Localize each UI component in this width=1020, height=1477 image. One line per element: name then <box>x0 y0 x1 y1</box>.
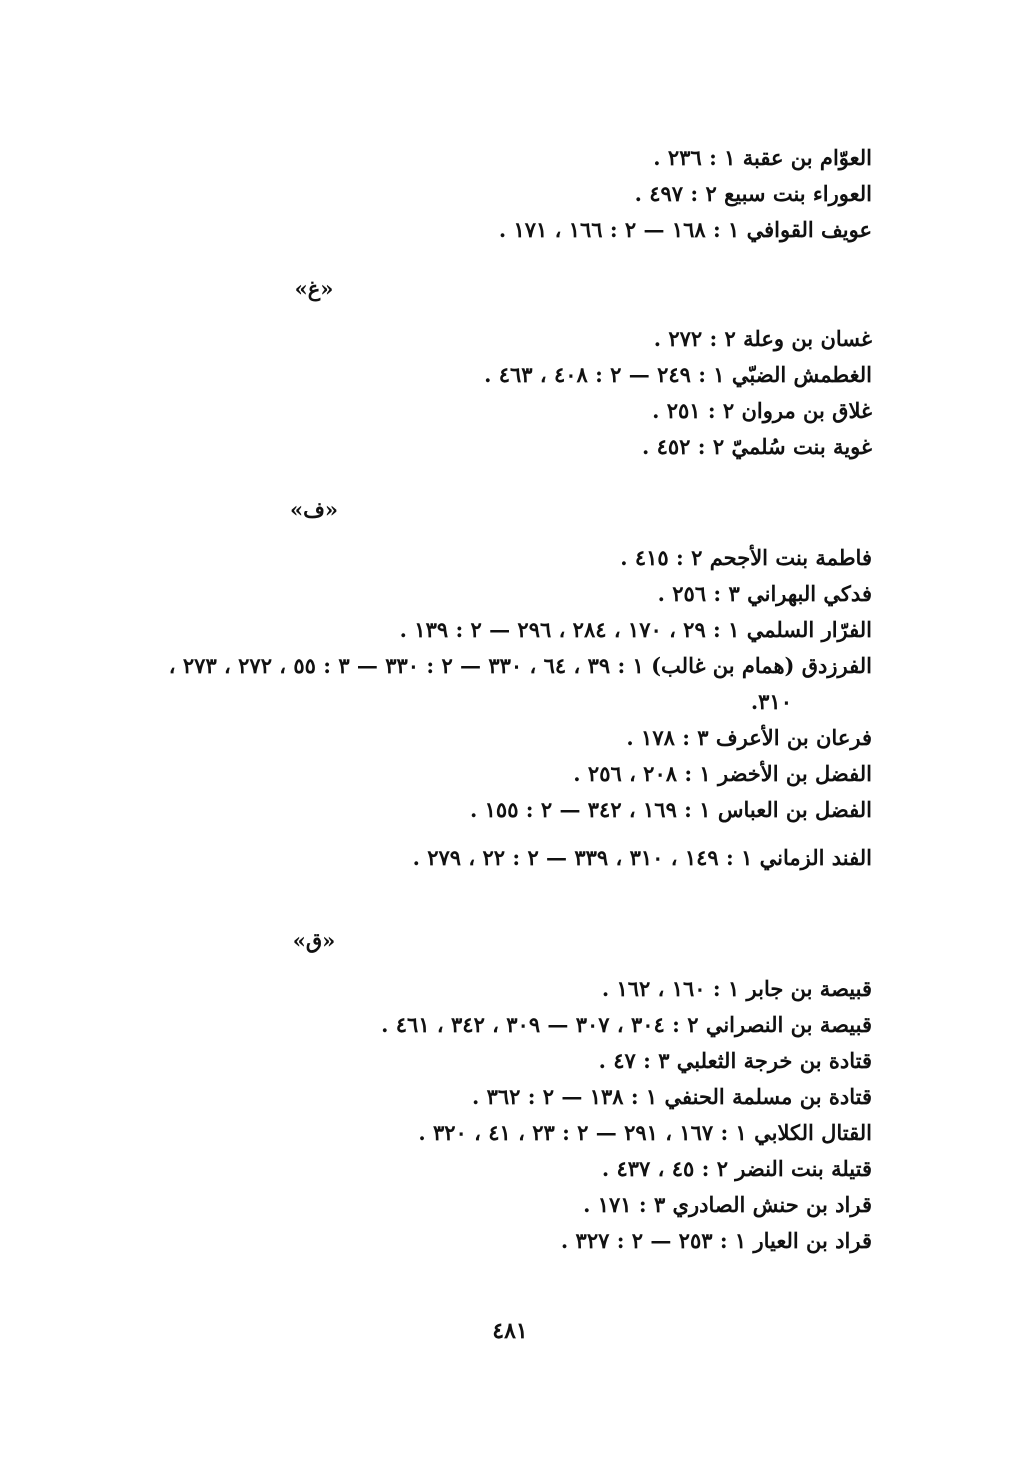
index-entry <box>100 1223 872 1259</box>
section-heading-fa <box>100 497 872 522</box>
entry-refs: ١ : ٢٣٦ . <box>653 145 736 170</box>
entry-refs: ١ : ١٦٧ ، ٢٩١ — ٢ : ٢٣ ، ٤١ ، ٣٢٠ . <box>418 1120 747 1145</box>
entry-refs: ١ : ١٦٩ ، ٣٤٢ — ٢ : ١٥٥ . <box>470 797 711 822</box>
entry-refs: ٢ : ٣٠٤ ، ٣٠٧ — ٣٠٩ ، ٣٤٢ ، ٤٦١ . <box>381 1012 699 1037</box>
entry-refs: ٢ : ٢٥١ . <box>652 398 735 423</box>
index-entry <box>100 357 872 393</box>
entry-name: غلاق بن مروان <box>741 398 872 423</box>
index-entry <box>100 1151 872 1187</box>
index-entry <box>100 720 872 756</box>
entry-refs: ١ : ١٦٨ — ٢ : ١٦٦ ، ١٧١ . <box>498 217 740 242</box>
entry-name: العوراء بنت سبيع <box>724 181 872 206</box>
page-number-label: ٤٨١ <box>492 1318 528 1344</box>
index-entry <box>100 140 872 176</box>
entry-refs: ٣ : ١٧١ . <box>583 1192 666 1217</box>
index-column <box>100 140 872 1259</box>
section-qaf <box>100 971 872 1259</box>
entry-name: فاطمة بنت الأجحم <box>709 545 872 570</box>
index-entry <box>100 393 872 429</box>
entry-refs: ٢ : ٤٥٢ . <box>642 434 725 459</box>
entry-refs: ١ : ٢٩ ، ١٧٠ ، ٢٨٤ ، ٢٩٦ — ٢ : ١٣٩ . <box>399 617 740 642</box>
entry-name: الفرزدق (همام بن غالب) <box>651 653 872 678</box>
index-entry <box>100 576 872 612</box>
index-entry <box>100 429 872 465</box>
index-entry <box>100 1079 872 1115</box>
index-entry <box>100 321 872 357</box>
section-ghain <box>100 321 872 465</box>
section-heading-label: «ق» <box>292 928 336 953</box>
index-entry <box>100 840 872 876</box>
section-heading-label: «غ» <box>294 276 334 301</box>
index-entry <box>100 756 872 792</box>
index-entry <box>100 176 872 212</box>
index-entry <box>100 1043 872 1079</box>
entry-refs: ٣ : ٢٥٦ . <box>657 581 740 606</box>
entry-name: الغطمش الضبّي <box>731 362 872 387</box>
section-heading-ghain <box>100 276 872 301</box>
section-heading-qaf <box>100 928 872 953</box>
index-entry <box>100 792 872 828</box>
entry-refs: ٢ : ٢٧٢ . <box>653 326 736 351</box>
index-entry <box>100 648 872 684</box>
index-entry <box>100 1187 872 1223</box>
entry-refs: ٣١٠. <box>750 689 792 714</box>
index-entry <box>100 540 872 576</box>
entry-refs: ٣ : ١٧٨ . <box>626 725 709 750</box>
index-entry <box>100 1007 872 1043</box>
index-entry <box>100 971 872 1007</box>
entry-name: قتيلة بنت النضر <box>735 1156 872 1181</box>
section-fa <box>100 540 872 876</box>
entry-refs: ١ : ١٤٩ ، ٣١٠ ، ٣٣٩ — ٢ : ٢٢ ، ٢٧٩ . <box>412 845 753 870</box>
index-entry-continuation <box>100 684 872 720</box>
entry-name: قراد بن حنش الصادري <box>672 1192 872 1217</box>
entry-refs: ١ : ٢٥٣ — ٢ : ٣٢٧ . <box>560 1228 747 1253</box>
entry-name: العوّام بن عقبة <box>742 145 872 170</box>
entry-name: قتادة بن خرجة الثعلبي <box>676 1048 872 1073</box>
entry-name: غسان بن وعلة <box>743 326 872 351</box>
index-entry <box>100 212 872 248</box>
entry-refs: ١ : ١٦٠ ، ١٦٢ . <box>601 976 740 1001</box>
entry-name: الفضل بن الأخضر <box>717 761 872 786</box>
entry-refs: ٢ : ٤٩٧ . <box>634 181 717 206</box>
section-heading-label: «ف» <box>289 497 339 522</box>
section-ain-continued <box>100 140 872 248</box>
index-entry <box>100 1115 872 1151</box>
entry-name: فدكي البهراني <box>747 581 872 606</box>
entry-refs: ٢ : ٤١٥ . <box>620 545 703 570</box>
entry-name: عويف القوافي <box>746 217 872 242</box>
entry-refs: ٣ : ٤٧ . <box>598 1048 670 1073</box>
entry-name: قبيصة بن النصراني <box>705 1012 872 1037</box>
index-entry <box>100 612 872 648</box>
entry-name: الفند الزماني <box>759 845 872 870</box>
entry-name: الفضل بن العباس <box>717 797 872 822</box>
entry-refs: ١ : ٢٠٨ ، ٢٥٦ . <box>573 761 711 786</box>
entry-name: قتادة بن مسلمة الحنفي <box>664 1084 872 1109</box>
entry-name: الفرّار السلمي <box>746 617 872 642</box>
entry-refs: ١ : ٣٩ ، ٦٤ ، ٣٣٠ — ٢ : ٣٣٠ — ٣ : ٥٥ ، ٢٧٢ ، ٢٧٣ ، <box>168 653 644 678</box>
entry-name: قراد بن العيار <box>753 1228 872 1253</box>
entry-refs: ١ : ٢٤٩ — ٢ : ٤٠٨ ، ٤٦٣ . <box>484 362 725 387</box>
entry-name: القتال الكلابي <box>754 1120 872 1145</box>
entry-name: قبيصة بن جابر <box>746 976 872 1001</box>
entry-refs: ١ : ١٣٨ — ٢ : ٣٦٢ . <box>471 1084 658 1109</box>
entry-refs: ٢ : ٤٥ ، ٤٣٧ . <box>601 1156 728 1181</box>
entry-name: فرعان بن الأعرف <box>715 725 872 750</box>
entry-name: غوية بنت سُلميّ <box>731 434 872 459</box>
page-number <box>0 1318 1020 1344</box>
